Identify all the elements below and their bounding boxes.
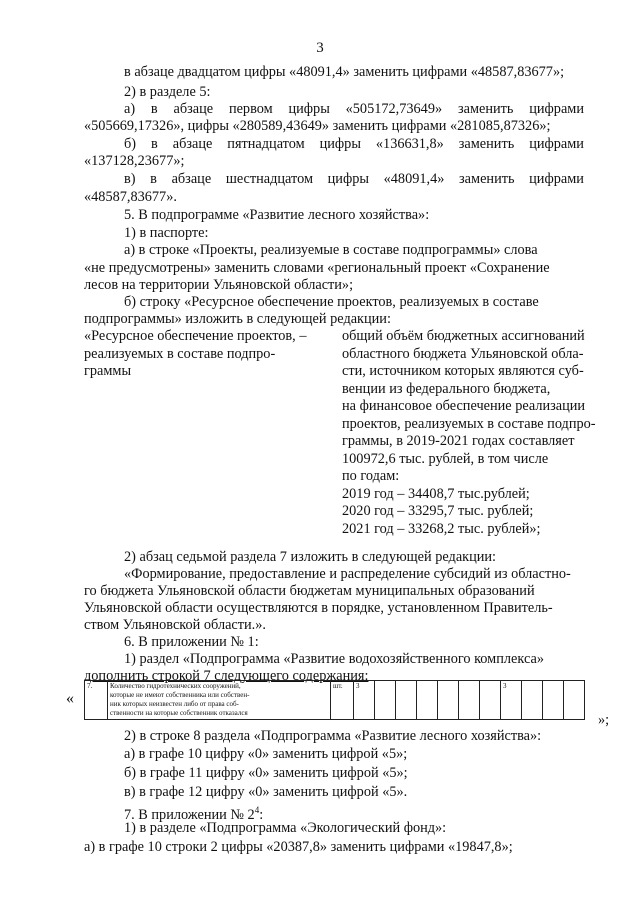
text-line: по годам: <box>342 468 400 484</box>
cell-text-line: ник которых неизвестен либо от права соб- <box>110 700 239 708</box>
text-line: 1) раздел «Подпрограмма «Развитие водохозяйственного комплекса» <box>124 651 544 667</box>
text-line: «505669,17326», цифры «280589,43649» заменить цифрами «281085,87326»; <box>84 118 551 134</box>
value-cell: 3 <box>354 681 375 720</box>
word: в <box>150 171 157 187</box>
text-line: 2) в строке 8 раздела «Подпрограмма «Развитие лесного хозяйства»: <box>124 728 542 744</box>
heading-colon: : <box>259 806 264 823</box>
text-line: 2) абзац седьмой раздела 7 изложить в следующей редакции: <box>124 549 497 565</box>
value-cell <box>438 681 459 720</box>
passport-left-column <box>84 328 334 381</box>
text-line: б) строку «Ресурсное обеспечение проектов, реализуемых в составе <box>124 294 539 310</box>
text-line: венции из федерального бюджета, <box>342 380 551 397</box>
word: «48091,4» <box>383 171 445 187</box>
text-line: а) в строке «Проекты, реализуемые в составе подпрограммы» слова <box>124 242 538 258</box>
description-cell <box>108 681 331 720</box>
text-line: граммы <box>84 363 132 379</box>
text-line: 1) в разделе «Подпрограмма «Экологический фонд»: <box>124 820 447 836</box>
text-line: в) в графе 12 цифру «0» заменить цифрой «5». <box>124 784 408 800</box>
word: б) <box>124 136 137 152</box>
text-line <box>124 136 584 153</box>
text-line: лесов на территории Ульяновской области»; <box>84 277 354 293</box>
word: абзаце <box>172 136 213 152</box>
text-line: а) в графе 10 строки 2 цифры «20387,8» заменить цифрами «19847,8»; <box>84 839 513 855</box>
text-line: на финансовое обеспечение реализации <box>342 398 586 414</box>
text-line: реализуемых в составе подпро- <box>84 345 276 362</box>
word: «505172,73649» <box>345 101 443 117</box>
text-line: «Формирование, предоставление и распределение субсидий из областно- <box>124 566 571 582</box>
text-line: Ульяновской области осуществляются в порядке, установленном Правитель- <box>84 600 553 616</box>
justified-line <box>124 101 584 118</box>
text-line: «137128,23677»; <box>84 153 185 169</box>
text-line: подпрограммы» изложить в следующей редакции: <box>84 311 391 327</box>
word: заменить <box>458 136 515 152</box>
justified-line <box>124 136 584 153</box>
cell-text-line: ственности на которые собственник отказался <box>110 709 248 717</box>
word: первом <box>228 101 273 117</box>
text-line: «Ресурсное обеспечение проектов, – <box>84 328 307 344</box>
text-line: 1) в паспорте: <box>124 225 209 241</box>
text-line: го бюджета Ульяновской области бюджетам муниципальных образований <box>84 583 535 599</box>
word: в <box>150 101 158 117</box>
section-heading: 5. В подпрограмме «Развитие лесного хозяйства»: <box>124 207 430 223</box>
unit-cell: шт. <box>331 681 354 720</box>
text-line: 2020 год – 33295,7 тыс. рублей; <box>342 503 534 519</box>
text-line: 2) в разделе 5: <box>124 84 211 100</box>
word: а) <box>124 101 136 117</box>
text-line: 2021 год – 33268,2 тыс. рублей»; <box>342 520 541 537</box>
word: заменить <box>457 101 514 117</box>
word: цифры <box>327 171 369 187</box>
word: цифрами <box>529 136 584 152</box>
section-heading: 6. В приложении № 1: <box>124 634 259 650</box>
text-line: сти, источником которых являются суб- <box>342 363 584 379</box>
text-line <box>124 101 584 118</box>
cell-text-line: которые не имеют собственника или собствен- <box>110 691 250 699</box>
word: абзаце <box>173 101 214 117</box>
heading-text: 7. В приложении № 2 <box>124 806 255 823</box>
word: в <box>151 136 158 152</box>
quote-close: »; <box>598 712 610 728</box>
word: цифрами <box>529 171 584 187</box>
justified-line <box>124 171 584 188</box>
text-line: ством Ульяновской области.». <box>84 617 266 633</box>
row-number-cell: 7. <box>85 681 108 720</box>
value-cell <box>417 681 438 720</box>
text-line: граммы, в 2019-2021 годах составляет <box>342 433 575 449</box>
page-number: 3 <box>316 40 324 56</box>
value-cell <box>522 681 543 720</box>
passport-right-column <box>342 328 596 538</box>
word: цифрами <box>529 101 584 117</box>
text-line: б) в графе 11 цифру «0» заменить цифрой «5»; <box>124 765 408 781</box>
word: в) <box>124 171 136 187</box>
value-cell: 3 <box>501 681 522 720</box>
word: пятнадцатом <box>227 136 305 152</box>
value-cell <box>543 681 564 720</box>
word: заменить <box>459 171 515 187</box>
superscript: 4 <box>254 805 260 815</box>
word: абзаце <box>171 171 212 187</box>
quote-open: « <box>66 690 74 707</box>
text-line: «не предусмотрены» заменить словами «региональный проект «Сохранение <box>84 260 550 276</box>
text-line: проектов, реализуемых в составе подпро- <box>342 415 596 432</box>
text-line: «48587,83677». <box>84 189 177 205</box>
value-cell <box>480 681 501 720</box>
text-line: дополнить строкой 7 следующего содержания: <box>84 668 369 684</box>
text-line: областного бюджета Ульяновской обла- <box>342 345 584 362</box>
text-line: общий объём бюджетных ассигнований <box>342 328 585 344</box>
text-line: а) в графе 10 цифру «0» заменить цифрой «5»; <box>124 746 408 762</box>
value-cell <box>396 681 417 720</box>
text-line: 100972,6 тыс. рублей, в том числе <box>342 450 549 467</box>
value-cell <box>564 681 585 720</box>
word: цифры <box>319 136 361 152</box>
inserted-table <box>84 680 585 720</box>
value-cell <box>375 681 396 720</box>
text-line: в абзаце двадцатом цифры «48091,4» заменить цифрами «48587,83677»; <box>124 64 565 80</box>
word: «136631,8» <box>375 136 444 152</box>
table-row <box>85 681 585 720</box>
table <box>84 680 585 720</box>
text-line <box>124 171 584 188</box>
text-line: 2019 год – 34408,7 тыс.рублей; <box>342 485 530 502</box>
value-cell <box>459 681 480 720</box>
word: шестнадцатом <box>225 171 314 187</box>
word: цифры <box>288 101 330 117</box>
cell-text-line: Количество гидротехнических сооружений, <box>110 682 241 690</box>
